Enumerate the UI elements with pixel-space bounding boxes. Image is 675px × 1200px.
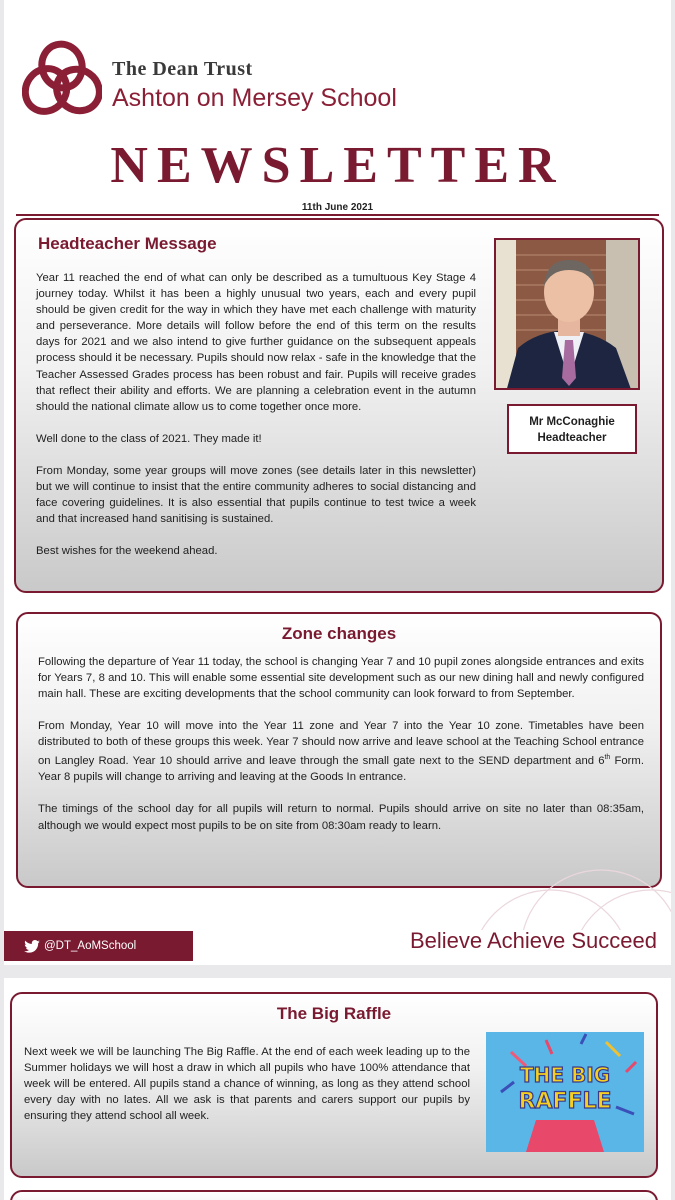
headteacher-name: Mr McConaghie (529, 416, 615, 428)
zone-changes-title: Zone changes (281, 624, 397, 643)
raffle-image-line1: THE BIG (519, 1063, 611, 1087)
zone-paragraph (38, 718, 644, 785)
next-section-panel (10, 1190, 658, 1200)
raffle-paragraph: Next week we will be launching The Big Raffle. At the end of each week leading up to the Summer holidays we will host a draw in which all pupils who have 100% attendance that week will be entered. All pupils stand a chance of winning, as long as they attend school every day with no lates. All we ask is that parents and carers support our pupils by ensuring they attend school all week. (24, 1046, 470, 1123)
zone-paragraph: Following the departure of Year 11 today, the school is changing Year 7 and 10 pupil zones alongside entrances and exits for Years 7, 8 and 10. This will enable some essential site development such as our new dining hall and newly configured main hall. These are exciting developments that the school community can look forward to from September. (38, 656, 644, 701)
headteacher-message-panel (14, 218, 664, 593)
headteacher-message-body (36, 270, 476, 559)
big-raffle-body (24, 1044, 470, 1124)
twitter-bird-icon (24, 940, 40, 953)
zone-paragraph: The timings of the school day for all pupils will return to normal. Pupils should arrive on site no later than 08:35am, although we would expect most pupils to be on site from 08:30am ready to learn. (38, 803, 644, 832)
decorative-rings-icon (451, 860, 671, 930)
headteacher-paragraph: Best wishes for the weekend ahead. (36, 545, 218, 558)
big-raffle-panel (10, 992, 658, 1178)
trust-name: The Dean Trust (112, 58, 253, 80)
headteacher-paragraph: Well done to the class of 2021. They made it! (36, 432, 262, 445)
headteacher-paragraph: Year 11 reached the end of what can only be described as a tumultuous Key Stage 4 journey today. Whilst it has been a highly unusual two years, each and every pupil should be given credit for the way in which they have met each challenge with maturity and perseverance. More details will follow before the end of this term on the results days for 2021 and we also intend to give further guidance on the subsequent appeals process should it be necessary. Pupils should now relax - safe in the knowledge that the Teacher Assessed Grades process has been robust and fair. Pupils will receive grades that reflect their ability and efforts. We are planning a celebration event in the autumn should the national climate allow us to come together once more. (36, 272, 476, 413)
newsletter-page-1 (4, 0, 671, 965)
headteacher-role: Headteacher (537, 432, 607, 444)
dean-trust-logo-icon (22, 40, 102, 116)
headteacher-photo (494, 238, 640, 390)
newsletter-date: 11th June 2021 (301, 202, 374, 213)
school-name: Ashton on Mersey School (112, 84, 397, 112)
twitter-handle-bar[interactable] (4, 931, 193, 961)
zone-changes-body (38, 654, 644, 834)
headteacher-paragraph: From Monday, some year groups will move zones (see details later in this newsletter) but we will continue to insist that the entire community adheres to social distancing and face covering guidelines. It is also essential that pupils continue to test twice a week and that increased hand sanitising is sustained. (36, 464, 476, 526)
twitter-handle: @DT_AoMSchool (44, 940, 137, 952)
zone-paragraph-text: From Monday, Year 10 will move into the Year 11 zone and Year 7 into the Year 10 zone. Timetables have been distributed to both of these groups this week. Year 7 should now arrive and leave school at the Teaching School entrance on Langley Road. Year 10 should arrive and leave through the small gate next to the SEND department and 6 (38, 720, 644, 768)
headteacher-message-title: Headteacher Message (38, 234, 217, 253)
raffle-image-line2: RAFFLE (518, 1089, 612, 1114)
big-raffle-image (486, 1032, 644, 1152)
big-raffle-title: The Big Raffle (276, 1004, 392, 1023)
zone-paragraph-text: Form. Year 8 pupils will change to arriving and leaving at the Goods In entrance. (38, 755, 644, 784)
headteacher-caption (507, 404, 637, 454)
header-divider (16, 214, 659, 216)
masthead-title: NEWSLETTER (110, 137, 565, 194)
zone-superscript: th (604, 754, 611, 762)
zone-changes-panel (16, 612, 662, 888)
school-motto: Believe Achieve Succeed (409, 928, 657, 953)
